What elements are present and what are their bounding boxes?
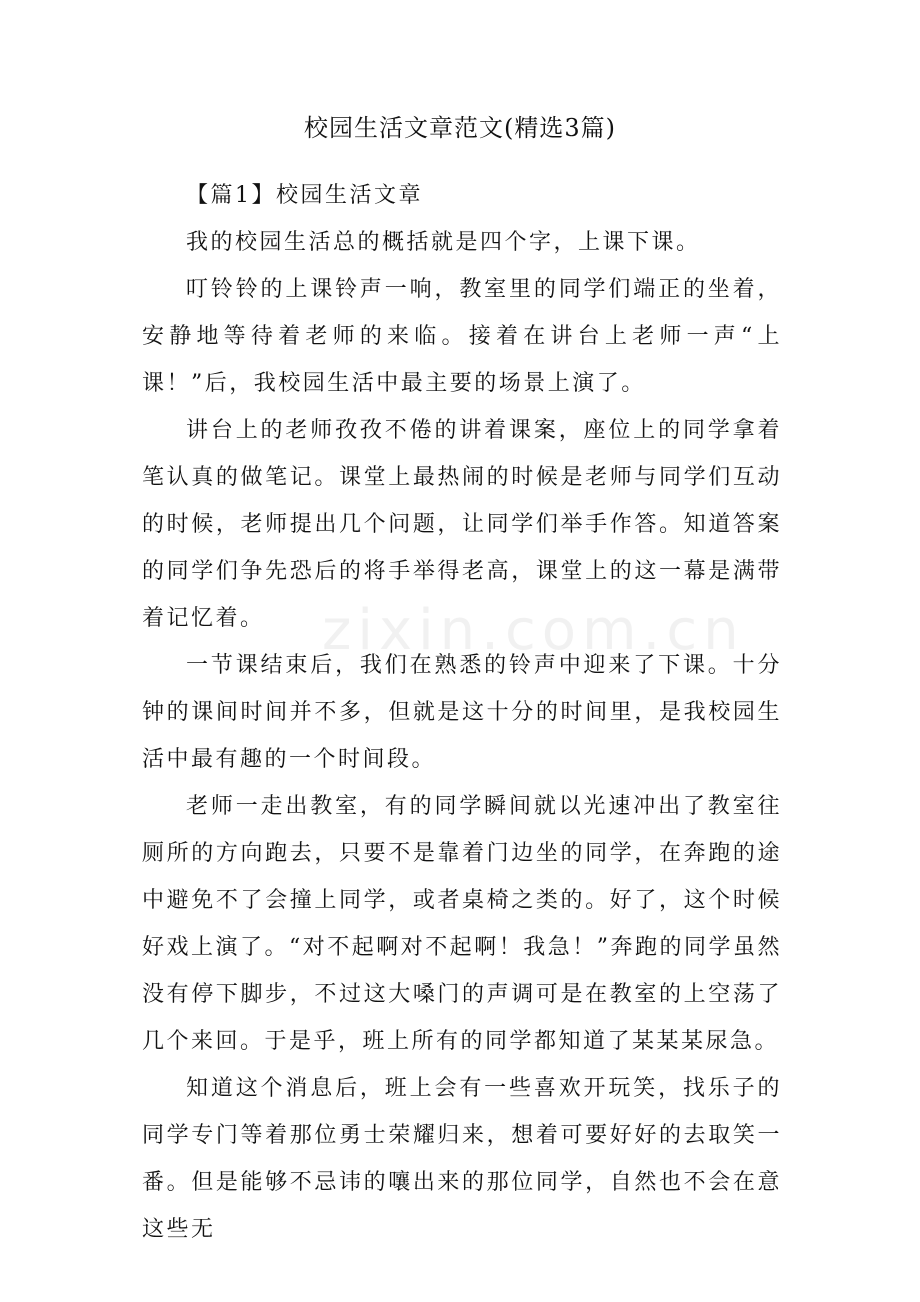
watermark: zixin.com.cn (322, 598, 745, 663)
paragraph: 老师一走出教室，有的同学瞬间就以光速冲出了教室往厕所的方向跑去，只要不是靠着门边坐的同学，在奔跑的途中避免不了会撞上同学，或者桌椅之类的。好了，这个时候好戏上演了。“对不起啊对不起啊！我急！”奔跑的同学虽然没有停下脚步，不过这大嗓门的声调可是在教室的上空荡了几个来回。于是乎，班上所有的同学都知道了某某某尿急。 (142, 794, 782, 1054)
article-body (142, 172, 782, 1253)
paragraph: 我的校园生活总的概括就是四个字，上课下课。 (186, 230, 701, 255)
paragraph: 一节课结束后，我们在熟悉的铃声中迎来了下课。十分钟的课间时间并不多，但就是这十分的时间里，是我校园生活中最有趣的一个时间段。 (142, 653, 782, 772)
paragraph: 叮铃铃的上课铃声一响，教室里的同学们端正的坐着，安静地等待着老师的来临。接着在讲台上老师一声“上课！”后，我校园生活中最主要的场景上演了。 (142, 277, 782, 396)
section-heading: 【篇1】校园生活文章 (186, 183, 423, 208)
paragraph: 讲台上的老师孜孜不倦的讲着课案，座位上的同学拿着笔认真的做笔记。课堂上最热闹的时候是老师与同学们互动的时候，老师提出几个问题，让同学们举手作答。知道答案的同学们争先恐后的将手举得老高，课堂上的这一幕是满带着记忆着。 (142, 418, 782, 631)
page-title: 校园生活文章范文(精选3篇) (304, 114, 616, 142)
paragraph: 知道这个消息后，班上会有一些喜欢开玩笑，找乐子的同学专门等着那位勇士荣耀归来，想着可要好好的去取笑一番。但是能够不忌讳的嚷出来的那位同学，自然也不会在意这些无 (142, 1076, 782, 1242)
